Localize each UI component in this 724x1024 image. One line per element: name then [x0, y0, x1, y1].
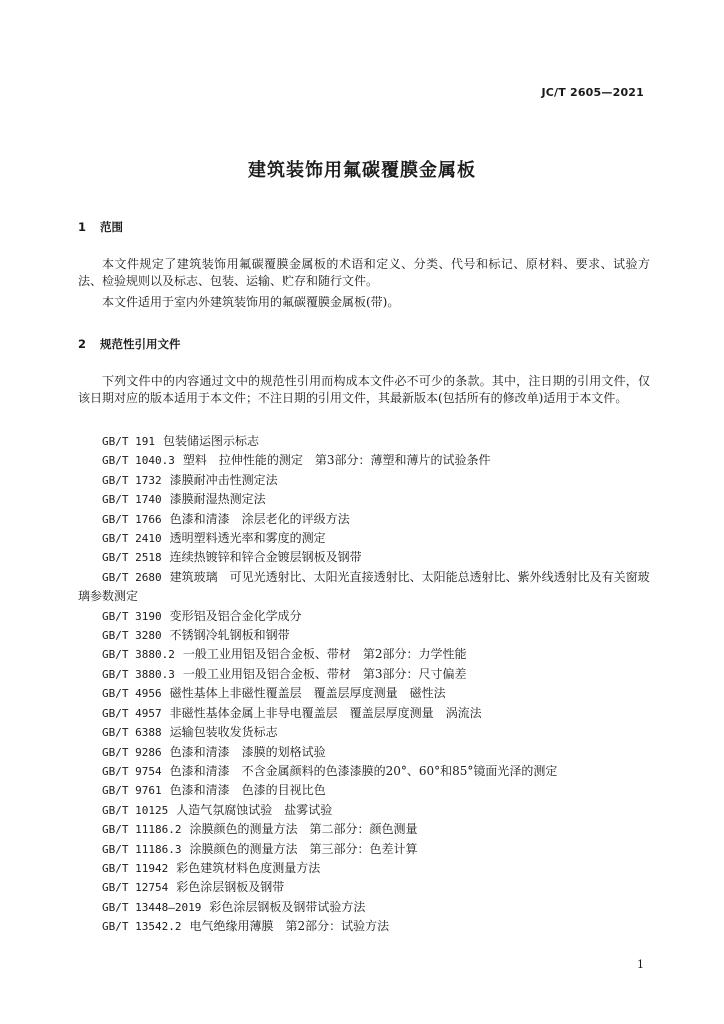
reference-title: 漆膜耐湿热测定法	[169, 492, 266, 507]
reference-title: 涂膜颜色的测量方法 第三部分：色差计算	[189, 841, 418, 856]
reference-item	[78, 490, 650, 509]
reference-title: 透明塑料透光率和雾度的测定	[169, 531, 326, 546]
reference-title: 彩色涂层钢板及钢带试验方法	[209, 899, 366, 914]
reference-title: 涂膜颜色的测量方法 第二部分：颜色测量	[189, 822, 418, 837]
reference-code: GB/T 1740	[102, 493, 162, 507]
reference-code: GB/T 12754	[102, 881, 169, 895]
reference-item	[78, 665, 650, 684]
section-title: 范围	[100, 220, 124, 234]
reference-title: 变形铝及铝合金化学成分	[169, 608, 302, 623]
reference-code: GB/T 4956	[102, 687, 162, 701]
reference-item	[78, 801, 650, 820]
reference-code: GB/T 4957	[102, 706, 162, 720]
reference-item	[78, 548, 650, 567]
reference-code: GB/T 2518	[102, 551, 162, 565]
standard-code: JC/T 2605—2021	[541, 86, 644, 99]
reference-title: 一般工业用铝及铝合金板、带材 第3部分：尺寸偏差	[182, 666, 467, 681]
reference-title: 人造气氛腐蚀试验 盐雾试验	[176, 802, 333, 817]
reference-code: GB/T 2410	[102, 532, 162, 546]
reference-title: 色漆和清漆 不含金属颜料的色漆漆膜的20°、60°和85°镜面光泽的测定	[169, 763, 558, 778]
reference-title: 彩色涂层钢板及钢带	[176, 880, 285, 895]
reference-item	[78, 645, 650, 664]
reference-title: 包装储运图示标志	[162, 434, 259, 448]
reference-item	[78, 743, 650, 762]
reference-title: 建筑玻璃 可见光透射比、太阳光直接透射比、太阳能总透射比、紫外线透射比及有关窗玻璃参数测定	[78, 569, 650, 604]
section-heading-normative-references	[78, 336, 181, 352]
reference-code: GB/T 3880.3	[102, 667, 175, 681]
reference-code: GB/T 9754	[102, 764, 162, 778]
reference-list	[78, 432, 650, 937]
scope-paragraph: 本文件适用于室内外建筑装饰用的氟碳覆膜金属板(带)。	[102, 295, 400, 309]
reference-title: 磁性基体上非磁性覆盖层 覆盖层厚度测量 磁性法	[169, 686, 446, 701]
reference-code: GB/T 11186.2	[102, 823, 182, 837]
reference-item	[78, 917, 650, 936]
reference-title: 非磁性基体金属上非导电覆盖层 覆盖层厚度测量 涡流法	[169, 705, 482, 720]
reference-title: 色漆和清漆 涂层老化的评级方法	[169, 511, 350, 526]
reference-item	[78, 529, 650, 548]
reference-item	[78, 840, 650, 859]
reference-title: 连续热镀锌和锌合金镀层钢板及钢带	[169, 550, 362, 565]
reference-item	[78, 607, 650, 626]
reference-code: GB/T 6388	[102, 726, 162, 740]
reference-item	[78, 510, 650, 529]
reference-item	[78, 432, 650, 451]
reference-item	[78, 762, 650, 781]
reference-item	[78, 471, 650, 490]
reference-title: 不锈钢冷轧钢板和钢带	[169, 628, 290, 643]
reference-item	[78, 820, 650, 839]
section-number: 1	[78, 220, 87, 234]
reference-code: GB/T 3280	[102, 629, 162, 643]
reference-code: GB/T 3880.2	[102, 648, 175, 662]
reference-code: GB/T 1766	[102, 512, 162, 526]
reference-item	[78, 723, 650, 742]
section-title: 规范性引用文件	[100, 337, 181, 351]
reference-code: GB/T 2680	[102, 570, 162, 584]
page-number: 1	[637, 958, 644, 971]
reference-code: GB/T 13448—2019	[102, 900, 202, 914]
reference-title: 塑料 拉伸性能的测定 第3部分：薄塑和薄片的试验条件	[182, 453, 491, 468]
section-heading-scope	[78, 219, 123, 235]
reference-title: 漆膜耐冲击性测定法	[169, 472, 278, 487]
reference-code: GB/T 11186.3	[102, 842, 182, 856]
reference-item	[78, 451, 650, 470]
reference-title: 一般工业用铝及铝合金板、带材 第2部分：力学性能	[182, 647, 467, 662]
scope-paragraph: 本文件规定了建筑装饰用氟碳覆膜金属板的术语和定义、分类、代号和标记、原材料、要求、试验方法、检验规则以及标志、包装、运输、贮存和随行文件。	[78, 257, 650, 288]
reference-item	[78, 859, 650, 878]
section-number: 2	[78, 337, 87, 351]
reference-item	[78, 781, 650, 800]
reference-code: GB/T 13542.2	[102, 920, 182, 934]
reference-code: GB/T 1040.3	[102, 454, 175, 468]
reference-item	[78, 704, 650, 723]
reference-item	[78, 626, 650, 645]
reference-code: GB/T 3190	[102, 609, 162, 623]
reference-item	[78, 878, 650, 897]
reference-title: 彩色建筑材料色度测量方法	[176, 860, 321, 875]
document-title: 建筑装饰用氟碳覆膜金属板	[248, 160, 476, 181]
reference-item	[78, 898, 650, 917]
reference-code: GB/T 11942	[102, 861, 169, 875]
reference-title: 电气绝缘用薄膜 第2部分：试验方法	[189, 919, 390, 934]
reference-item	[78, 684, 650, 703]
reference-code: GB/T 1732	[102, 473, 162, 487]
reference-code: GB/T 191	[102, 435, 155, 448]
reference-code: GB/T 9286	[102, 745, 162, 759]
reference-code: GB/T 9761	[102, 784, 162, 798]
reference-item	[78, 568, 650, 607]
references-intro-paragraph: 下列文件中的内容通过文中的规范性引用而构成本文件必不可少的条款。其中，注日期的引用文件，仅该日期对应的版本适用于本文件；不注日期的引用文件，其最新版本(包括所有的修改单)适用于本文件。	[78, 374, 650, 405]
reference-title: 色漆和清漆 漆膜的划格试验	[169, 744, 326, 759]
reference-title: 运输包装收发货标志	[169, 725, 278, 740]
reference-code: GB/T 10125	[102, 803, 169, 817]
reference-title: 色漆和清漆 色漆的目视比色	[169, 783, 326, 798]
